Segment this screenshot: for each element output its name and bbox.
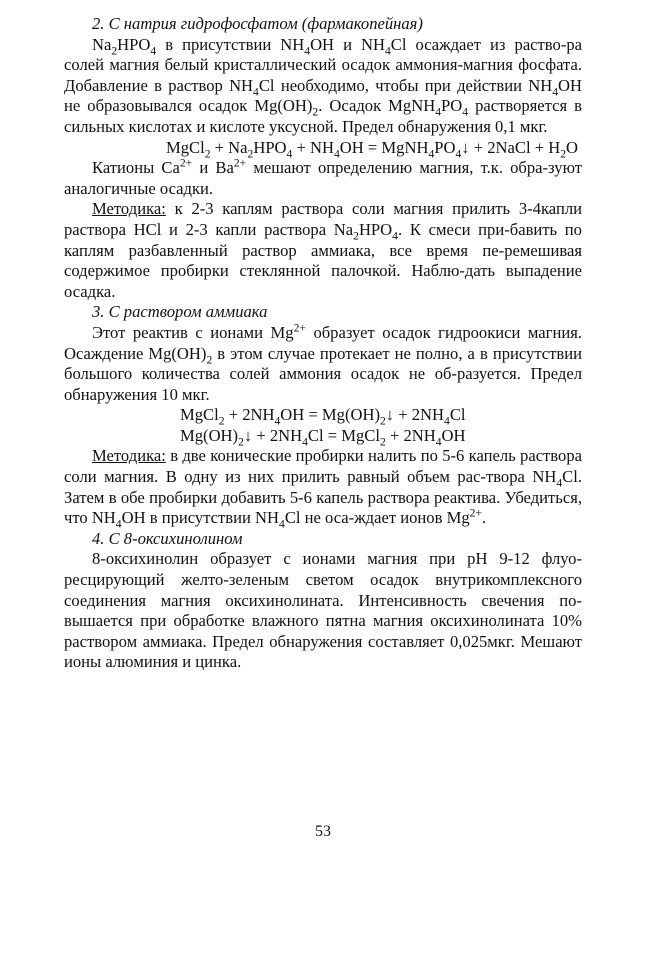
section-3-equation-2: $Mg(OH)_2↓ + 2NH_4Cl$ = MgCl$_2$ + $2NH_4OH$ (180, 425, 466, 449)
section-heading-4: 4. С 8-оксихинолином (92, 528, 243, 548)
section-3-method: Методика: в две конические пробирки налить по 5-6 капель раствора соли магния. В одну из них прилить равный объем рас-твора $NH_4Cl$. Затем в обе пробирки добавить 5-6 капель раствора реактива. Убедиться, что $NH_4OH$ в присутствии $NH_4Cl$ не оса-ждает ионов $Mg^{2+}$. (64, 446, 582, 531)
section-2-equation: MgCl$_2$ + $Na_2HPO_4 + NH_4OH$ = $MgNH_4PO_4↓$ + 2NaCl + $H_2O$ (165, 137, 578, 160)
method-label: Методика: (92, 199, 166, 219)
section-heading-2: 2. С натрия гидрофосфатом (фармакопейная) (92, 14, 423, 33)
section-3-paragraph-1: Этот реактив с ионами $Mg^{2+}$ образует осадок гидроокиси магния. Осаждение $Mg(OH)_2$ в этом случае протекает не полно, а в присутствии большого количества солей аммония осадок не об-разуется. Предел обнаружения 10 мкг. (64, 321, 582, 404)
section-2-paragraph-2: Катионы $Ca^{2+}$ и $Ba^{2+}$ мешают определению магния, т.к. обра-зуют аналогичные осадки. (64, 156, 582, 198)
section-4-paragraph-1: 8-оксихинолин образует с ионами магния при pH 9-12 флуо-ресцирующий желто-зеленым светом осадок внутрикомплексного соединения магния оксихинолината. Интенсивность свечения по-вышается при обработке влажного пятна магния оксихинолината 10% раствором аммиака. Предел обнаружения составляет 0,025мкг. Мешают ионы алюминия и цинка. (64, 549, 582, 672)
section-3-equation-1: MgCl$_2$ + $2NH_4OH$ = $Mg(OH)_2↓ + 2NH_4Cl$ (180, 405, 466, 428)
method-label: Методика: (92, 446, 166, 466)
section-2-method: Методика: к 2-3 каплям раствора соли магния прилить 3-4капли раствора HCl и 2-3 капли раствора $Na_2HPO_4$. К смеси при-бавить по каплям разбавленный раствор аммиака, все время пе-ремешивая содержимое пробирки стеклянной палочкой. Наблю-дать выпадение осадка. (64, 199, 582, 301)
page-number: 53 (315, 823, 331, 840)
section-2-paragraph-1: $Na_2HPO_4$ в присутствии $NH_4OH$ и $NH_4Cl$ осаждает из раство-ра солей магния белый кристаллический осадок аммония-магния фосфата. Добавление в раствор $NH_4Cl$ необходимо, чтобы при действии $NH_4OH$ не образовывался осадок $Mg(OH)_2$. Осадок $MgNH_4PO_4$ растворяется в сильных кислотах и кислоте уксусной. Предел обнаружения 0,1 мкг. (64, 34, 583, 136)
section-heading-3: 3. С раствором аммиака (92, 302, 268, 322)
